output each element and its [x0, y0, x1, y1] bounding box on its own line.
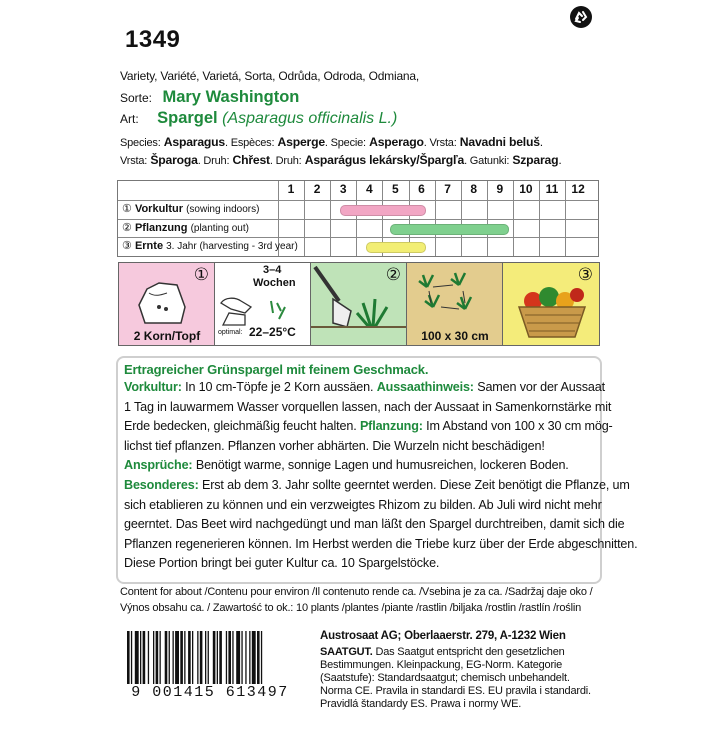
barcode-bar — [180, 631, 183, 685]
lang-value: Šparoga — [150, 153, 198, 167]
description-headline: Ertragreicher Grünspargel mit feinem Geschmack. — [124, 362, 429, 377]
germination-temperature: 22–25°C — [249, 325, 296, 339]
barcode-bar — [135, 631, 139, 685]
month-number: 2 — [313, 182, 321, 196]
section-heading: Aussaathinweis: — [376, 380, 474, 394]
month-number: 11 — [545, 182, 559, 196]
row-number: ③ — [122, 240, 132, 252]
description-text: lichst tief pflanzen. Pflanzen vorher abhärten. Die Wurzeln nicht beschädigen! — [124, 438, 545, 453]
lang-value: Navadni beluš — [459, 135, 540, 149]
plant-spacing: 100 x 30 cm — [421, 329, 489, 343]
lang-value: Asparágus lekársky/Špargľa — [304, 153, 465, 167]
lang-value: Chřest — [232, 153, 270, 167]
lang-label: Species: — [120, 137, 161, 149]
barcode-bar — [205, 631, 206, 685]
description-box — [116, 356, 638, 584]
barcode-bar — [245, 631, 246, 685]
species-latin: (Asparagus officinalis L.) — [222, 110, 398, 127]
species-translations-2 — [120, 153, 562, 167]
description-line — [124, 537, 638, 551]
barcode-bar — [213, 631, 216, 685]
schedule-bar — [340, 205, 426, 216]
description-text: Diese Portion bringt bei guter Kultur ca. 10 Spargelstöcke. — [124, 556, 440, 571]
row-name: Pflanzung — [134, 221, 188, 234]
weeks-word: Wochen — [253, 277, 296, 289]
description-line — [124, 380, 605, 394]
schedule-bar — [366, 242, 426, 253]
barcode-bar — [188, 631, 191, 685]
row-note: 3. Jahr (harvesting - 3rd year) — [166, 241, 298, 252]
description-line — [124, 478, 630, 492]
company-address: Austrosaat AG; Oberlaaerstr. 279, A-1232 Wien — [320, 630, 566, 642]
month-number: 5 — [392, 182, 399, 196]
section-heading: Ansprüche: — [124, 458, 193, 473]
month-number: 4 — [365, 182, 373, 196]
regulation-text: Das Saatgut entspricht den gesetzlichen — [372, 646, 565, 658]
content-amount-line-1: Content for about /Contenu pour environ /Il contenuto rende ca. /Vsebina je za ca. /Sadržaj daje oko / — [120, 586, 593, 598]
barcode-bar — [156, 631, 159, 685]
barcode-number: 9 001415 613497 — [117, 684, 303, 701]
step-3-number: ③ — [577, 265, 593, 284]
barcode-bar — [232, 631, 233, 685]
row-number: ① — [122, 203, 132, 215]
step-1-number: ① — [193, 265, 209, 284]
vegetable-basket-icon — [503, 263, 599, 345]
trowel-seedling-icon — [311, 263, 407, 345]
schedule-row-label — [122, 221, 249, 234]
description-text: Im Abstand von 100 x 30 cm mög- — [422, 419, 613, 434]
seed-regulation-line-5: Pravidlá štandardy ES. Prawa i normy WE. — [320, 698, 522, 710]
lang-value: Asparagus — [163, 135, 225, 149]
row-note: (planting out) — [190, 222, 249, 234]
optimal-label: optimal: — [218, 329, 243, 336]
pictogram-sowing-pot — [118, 262, 216, 346]
recycle-icon — [569, 5, 593, 29]
article-number: 1349 — [125, 26, 181, 53]
month-number: 10 — [519, 182, 533, 196]
barcode-bar — [143, 631, 146, 685]
variety-name: Mary Washington — [162, 88, 300, 106]
art-label: Art: — [120, 112, 139, 126]
row-name: Ernte — [134, 240, 164, 252]
description-text: sich etablieren zu können und ein verzweigtes Rhizom zu bilden. Ab Juli wird nicht mehr — [124, 497, 602, 512]
barcode-bar — [192, 631, 193, 685]
sowing-schedule — [117, 180, 599, 257]
barcode-bar — [228, 631, 231, 685]
barcode-bar — [217, 631, 218, 685]
sorte-label: Sorte: — [120, 91, 153, 105]
seed-regulation-line-2: Bestimmungen. Kleinpackung, EG-Norm. Kategorie — [320, 659, 563, 671]
lang-label: . Specie: — [324, 137, 366, 149]
barcode-bar — [175, 631, 179, 685]
section-heading: Pflanzung: — [359, 419, 423, 434]
month-number: 1 — [287, 182, 295, 196]
section-heading: Besonderes: — [124, 478, 199, 492]
description-line — [124, 517, 625, 531]
row-divider — [118, 200, 598, 201]
barcode-bar — [241, 631, 242, 685]
lang-value: Asperago — [369, 135, 424, 149]
lang-label: . Vrsta: — [423, 137, 457, 149]
row-number: ② — [122, 221, 132, 234]
pictogram-spacing — [406, 262, 504, 346]
barcode-bar — [153, 631, 154, 685]
schedule-bar — [390, 224, 508, 235]
punct: . — [558, 153, 562, 167]
description-text: Benötigt warme, sonnige Lagen und humusreichen, lockeren Boden. — [192, 458, 569, 473]
barcode-bar — [252, 631, 256, 685]
lang-label: . Druh: — [269, 155, 302, 167]
seeds-per-pot: 2 Korn/Topf — [133, 329, 201, 343]
barcode-bar — [184, 631, 185, 685]
punct: . — [539, 135, 543, 149]
variety-languages: Variety, Variété, Varietá, Sorta, Odrůda, Odroda, Odmiana, — [120, 69, 419, 83]
description-text: Erde bedecken, gleichmäßig feucht halten. — [124, 419, 360, 434]
species-translations-1 — [120, 135, 543, 149]
seed-regulation-line-1 — [320, 646, 565, 658]
description-text: geerntet. Das Beet wird nachgedüngt und man läßt den Spargel durchtreiben, damit sich die — [124, 517, 625, 532]
row-name: Vorkultur — [134, 203, 184, 215]
barcode-bar — [160, 631, 161, 685]
barcode-bar — [173, 631, 174, 685]
barcode-bar — [165, 631, 168, 685]
description-text: 1 Tag in lauwarmem Wasser vorquellen lassen, nach der Aussaat in Samenkornstärke mit — [124, 399, 612, 414]
schedule-row-label — [122, 202, 259, 215]
seed-regulation-line-4: Norma CE. Pravila in standardi ES. EU pravila i standardi. — [320, 685, 591, 697]
barcode-bar — [208, 631, 209, 685]
species-line — [120, 109, 397, 128]
month-number: 9 — [496, 182, 504, 196]
barcode-bar — [200, 631, 203, 685]
barcode-bar — [236, 631, 240, 685]
schedule-row-label — [122, 239, 298, 252]
row-note: (sowing indoors) — [186, 204, 260, 215]
species-name: Spargel — [157, 109, 218, 127]
description-line — [124, 458, 569, 472]
lang-label: Vrsta: — [120, 155, 148, 167]
lang-value: Szparag — [512, 153, 559, 167]
step-2-number: ② — [385, 265, 401, 284]
pictogram-planting — [310, 262, 408, 346]
barcode-bar — [249, 631, 250, 685]
barcode-bar — [257, 631, 260, 685]
pictogram-harvest — [502, 262, 600, 346]
lang-value: Asperge — [277, 135, 325, 149]
content-amount-line-2: Výnos obsahu ca. / Zawartość to ok.: 10 plants /plantes /piante /rastlin /biljaka /rostlin /rastlín /roślin — [120, 602, 582, 614]
month-number: 6 — [418, 182, 425, 196]
month-number: 12 — [571, 182, 585, 196]
barcode — [117, 629, 303, 709]
lang-label: . Druh: — [197, 155, 230, 167]
description-text: Samen vor der Aussaat — [473, 380, 605, 394]
description-text: Pflanzen regenerieren können. Im Herbst werden die Triebe kurz über der Erde abgeschnitten. — [124, 536, 638, 551]
barcode-bar — [148, 631, 149, 685]
weeks-range: 3–4 — [263, 264, 282, 276]
barcode-bar — [140, 631, 141, 685]
barcode-bar — [169, 631, 170, 685]
section-heading: Vorkultur: — [124, 380, 182, 394]
month-number: 8 — [470, 182, 478, 196]
month-number: 3 — [339, 182, 347, 196]
description-text: Erst ab dem 3. Jahr sollte geerntet werden. Diese Zeit benötigt die Pflanze, um — [198, 478, 630, 492]
lang-label: . Gatunki: — [464, 155, 510, 167]
pictogram-germination — [214, 262, 312, 346]
row-divider — [118, 219, 598, 220]
barcode-bar — [219, 631, 222, 685]
description-line — [124, 498, 602, 512]
description-line — [124, 439, 545, 453]
row-divider — [118, 237, 598, 238]
description-text: In 10 cm-Töpfe je 2 Korn aussäen. — [181, 380, 377, 394]
variety-line — [120, 88, 299, 107]
month-number: 7 — [444, 182, 451, 196]
saatgut-label: SAATGUT. — [320, 646, 373, 658]
description-line — [124, 556, 439, 570]
description-line — [124, 400, 611, 414]
seed-regulation-line-3: (Saatstufe): Standardsaatgut; chemisch unbehandelt. — [320, 672, 570, 684]
description-line — [124, 419, 613, 433]
barcode-bar — [226, 631, 227, 685]
lang-label: . Espèces: — [224, 137, 275, 149]
